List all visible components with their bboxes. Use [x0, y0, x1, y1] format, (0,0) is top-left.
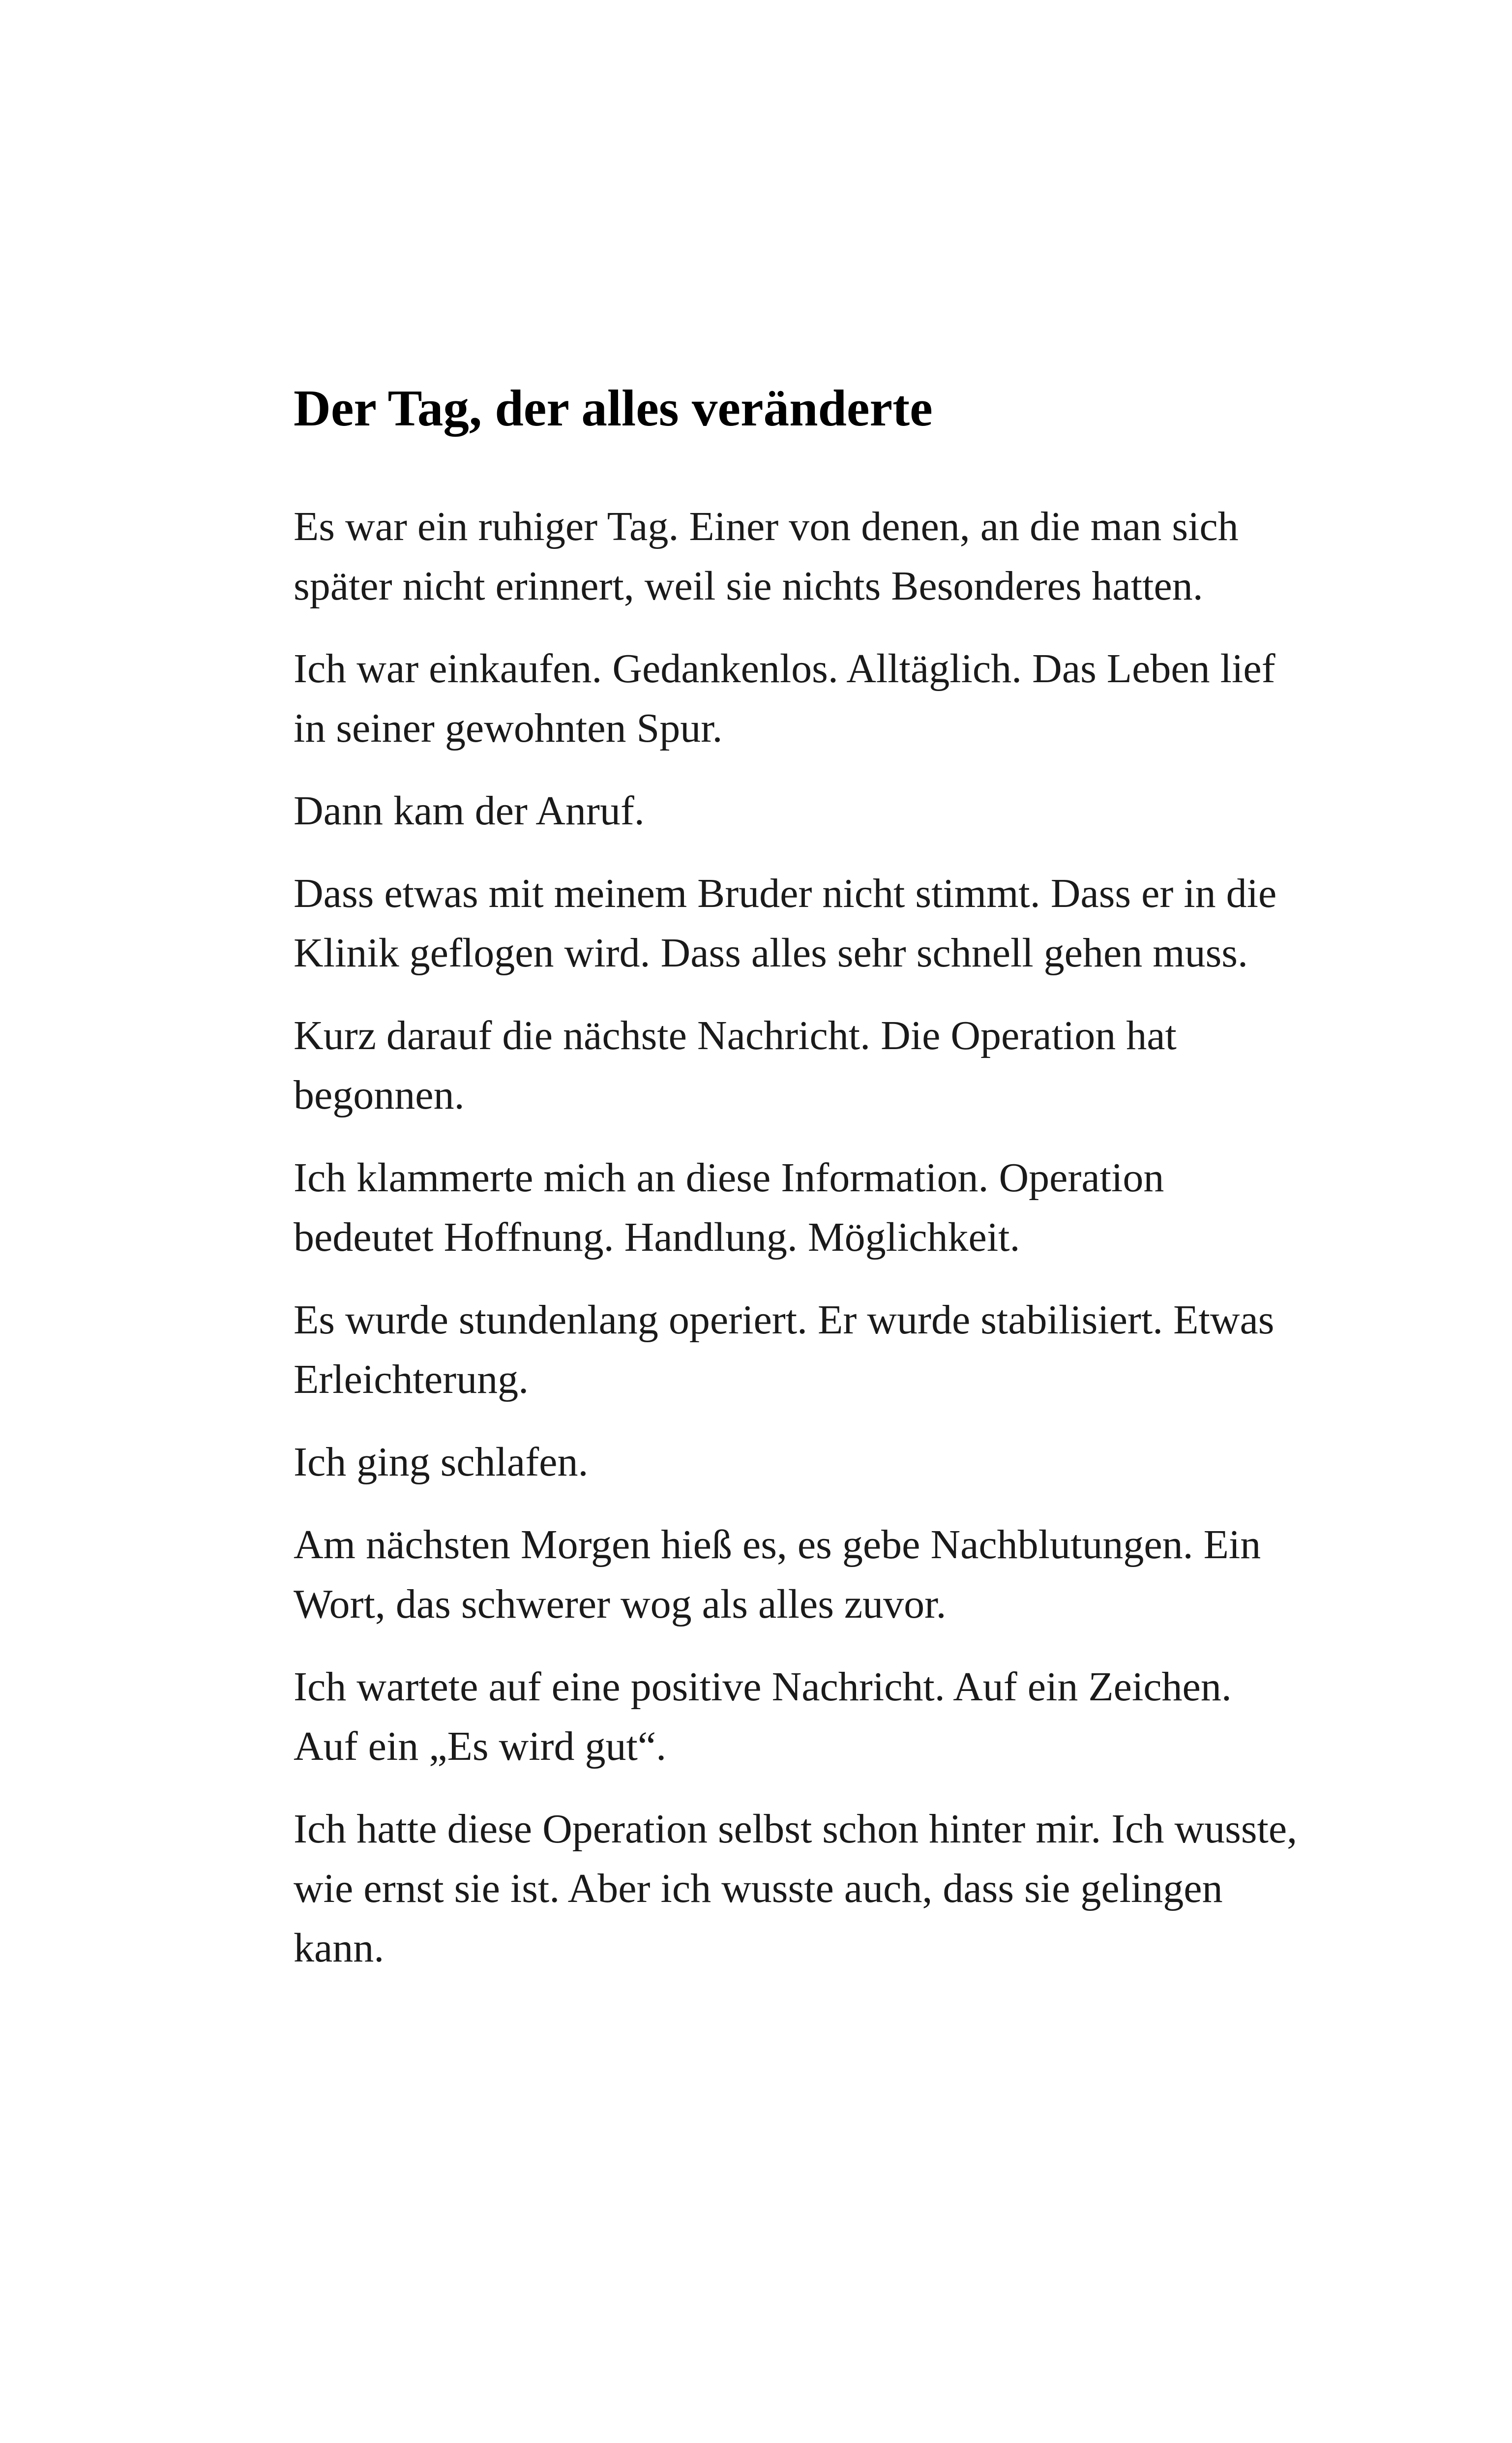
paragraph: Ich ging schlafen. — [294, 1439, 589, 1485]
paragraph: Es war ein ruhiger Tag. Einer von denen, an die man sich später nicht erinnert, weil sie nichts Besonderes hatten. — [294, 504, 1239, 609]
chapter-title: Der Tag, der alles veränderte — [294, 379, 933, 437]
paragraph: Ich klammerte mich an diese Information. Operation bedeutet Hoffnung. Handlung. Möglichkeit. — [294, 1155, 1164, 1260]
paragraph: Kurz darauf die nächste Nachricht. Die Operation hat begonnen. — [294, 1013, 1177, 1118]
paragraph: Ich wartete auf eine positive Nachricht. Auf ein Zeichen. Auf ein „Es wird gut“. — [294, 1664, 1232, 1769]
paragraph: Es wurde stundenlang operiert. Er wurde stabilisiert. Etwas Erleichterung. — [294, 1297, 1275, 1402]
page-content — [294, 379, 1302, 2001]
paragraph: Am nächsten Morgen hieß es, es gebe Nachblutungen. Ein Wort, das schwerer wog als alles zuvor. — [294, 1522, 1261, 1627]
paragraph: Ich war einkaufen. Gedankenlos. Alltäglich. Das Leben lief in seiner gewohnten Spur. — [294, 646, 1275, 751]
paragraph: Ich hatte diese Operation selbst schon hinter mir. Ich wusste, wie ernst sie ist. Aber ich wusste auch, dass sie gelingen kann. — [294, 1806, 1298, 1971]
paragraph: Dass etwas mit meinem Bruder nicht stimmt. Dass er in die Klinik geflogen wird. Dass alles sehr schnell gehen muss. — [294, 871, 1277, 976]
paragraph: Dann kam der Anruf. — [294, 788, 645, 834]
